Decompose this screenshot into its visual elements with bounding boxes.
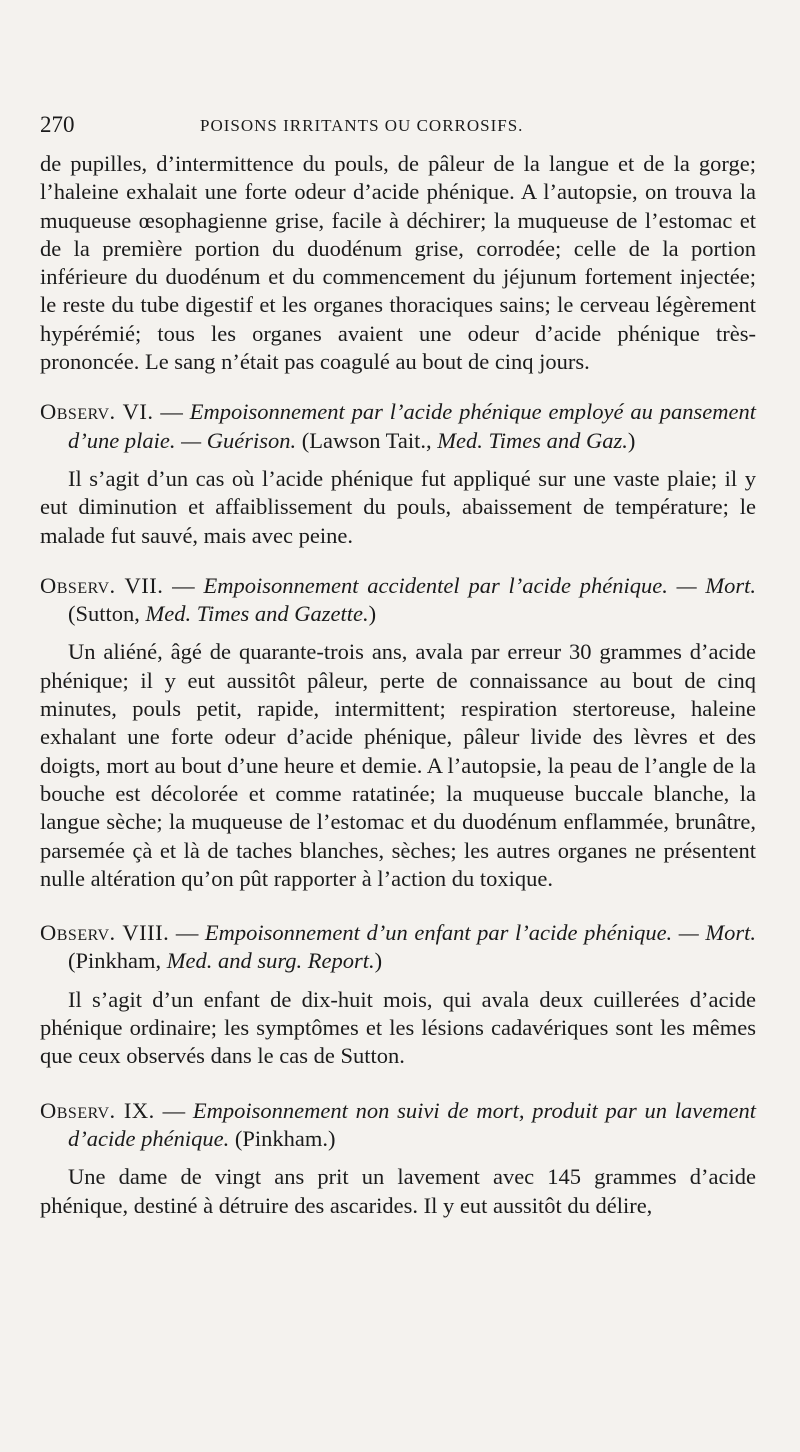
running-title: POISONS IRRITANTS OU CORROSIFS. <box>200 116 524 135</box>
observation-heading-9: Observ. IX. — Empoisonnement non suivi de mort, produit par un lavement d’acide phénique. (Pinkham.) <box>40 1097 757 1151</box>
page-number: 270 <box>40 112 75 137</box>
observation-title: Empoisonnement d’un enfant par l’acide phénique. — Mort. <box>204 920 757 946</box>
observation-label: Observ. VII. <box>40 572 164 598</box>
journal-name: Med. Times and Gaz. <box>437 427 628 453</box>
observation-heading-6: Observ. VI. — Empoisonnement par l’acide phénique employé au pansement d’une plaie. — Guérison. (Lawson Tait., Med. Times and Gaz.) <box>40 399 756 453</box>
observation-text-7: Un aliéné, âgé de quarante-trois ans, avala par erreur 30 grammes d’acide phénique; il y eut aussitôt pâleur, perte de connaissance au bout de cinq minutes, pouls petit, rapide, intermittent; respiration stertoreuse, haleine exhalant une forte odeur d’acide phénique, pâleur livide des lèvres et des doigts, mort au bout d’une heure et demie. A l’autopsie, la peau de l’angle de la bouche est décolorée et comme ratatinée; la muqueuse buccale blanche, la langue sèche; la muqueuse de l’estomac et du duodénum enflammée, brunâtre, parsemée çà et là de taches blanches, sèches; les autres organes ne présentent nulle altération qu’on pût rapporter à l’action du toxique. <box>40 639 756 891</box>
observation-title: Empoisonnement par l’acide phénique employé au pansement d’une plaie. — Guérison. <box>68 399 756 453</box>
observation-title: Empoisonnement accidentel par l’acide phénique. — Mort. <box>203 572 757 598</box>
observation-text-9: Une dame de vingt ans prit un lavement avec 145 grammes d’acide phénique, destiné à détruire des ascarides. Il y eut aussitôt du délire, <box>40 1164 756 1218</box>
observation-label: Observ. VI. <box>40 399 154 425</box>
observation-heading-7: Observ. VII. — Empoisonnement accidentel par l’acide phénique. — Mort. (Sutton, Med. Times and Gazette.) <box>40 572 757 627</box>
journal-name: Med. Times and Gazette. <box>145 601 369 627</box>
observation-label: Observ. VIII. <box>40 920 170 946</box>
observation-title: Empoisonnement non suivi de mort, produit par un lavement d’acide phénique. <box>68 1097 757 1151</box>
observation-text-8: Il s’agit d’un enfant de dix-huit mois, qui avala deux cuillerées d’acide phénique ordinaire; les symptômes et les lésions cadavériques sont les mêmes que ceux observés dans le cas de Sutton. <box>40 986 756 1069</box>
observation-heading-8: Observ. VIII. — Empoisonnement d’un enfant par l’acide phénique. — Mort. (Pinkham, Med. and surg. Report.) <box>40 920 757 974</box>
paragraph-continued: de pupilles, d’intermittence du pouls, de pâleur de la langue et de la gorge; l’haleine exhalait une forte odeur d’acide phénique. A l’autopsie, on trouva la muqueuse œsophagienne grise, facile à déchirer; la muqueuse de l’estomac et de la première portion du duodénum grise, corrodée; celle de la portion inférieure du duodénum et du commencement du jéjunum fortement injectée; le reste du tube digestif et les organes thoraciques sains; le cerveau légèrement hypérémié; tous les organes avaient une odeur d’acide phénique très-prononcée. Le sang n’était pas coagulé au bout de cinq jours. <box>40 151 756 375</box>
journal-name: Med. and surg. Report. <box>166 948 375 974</box>
page-header <box>40 112 770 142</box>
page-body <box>40 150 756 1220</box>
observation-text-6: Il s’agit d’un cas où l’acide phénique fut appliqué sur une vaste plaie; il y eut diminution et affaiblissement du pouls, abaissement de température; le malade fut sauvé, mais avec peine. <box>40 465 756 548</box>
observation-label: Observ. IX. <box>40 1097 155 1123</box>
